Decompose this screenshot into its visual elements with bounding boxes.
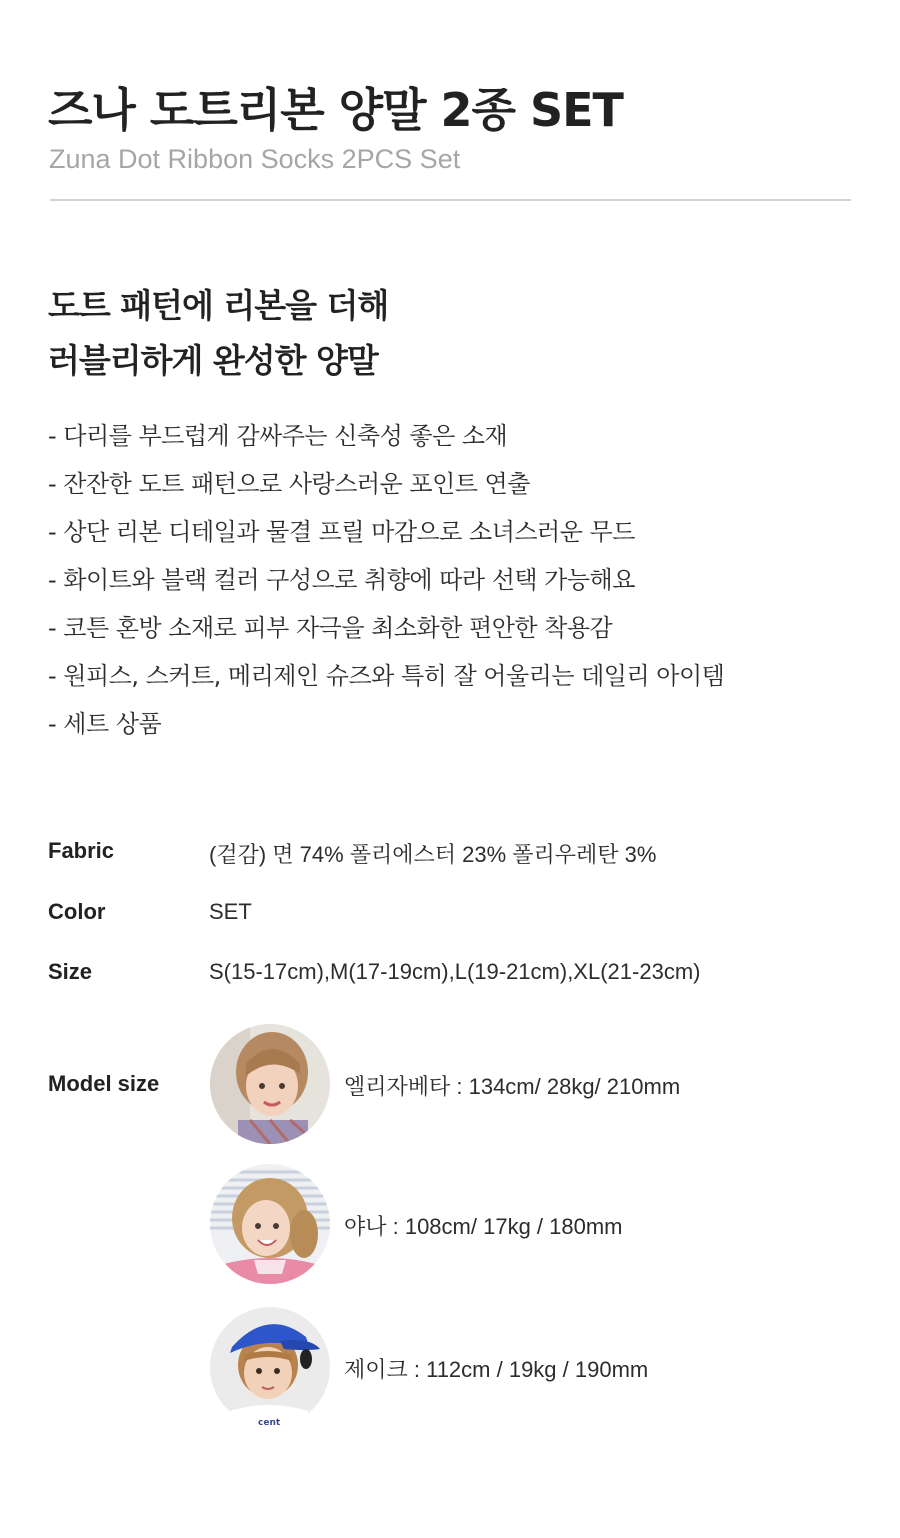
fabric-label: Fabric: [48, 838, 115, 863]
color-label: Color: [48, 899, 106, 924]
size-value: S(15-17cm),M(17-19cm),L(19-21cm),XL(21-23cm): [209, 959, 701, 984]
model-info: 제이크 : 112cm / 19kg / 190mm: [344, 1357, 649, 1382]
fabric-value: (겉감) 면 74% 폴리에스터 23% 폴리우레탄 3%: [209, 842, 657, 867]
feature-item: - 세트 상품: [48, 710, 162, 738]
product-subtitle: Zuna Dot Ribbon Socks 2PCS Set: [49, 144, 461, 174]
svg-text:cent: cent: [258, 1418, 281, 1427]
headline-line-2: 러블리하게 완성한 양말: [48, 341, 378, 380]
model-photo-3: [210, 1307, 330, 1427]
feature-list: [48, 412, 724, 748]
model-photo-2: [210, 1164, 330, 1284]
model-entry: [210, 1164, 710, 1286]
color-value: SET: [209, 899, 252, 924]
model-size-label: Model size: [48, 1071, 160, 1096]
product-title: 즈나 도트리본 양말 2종 SET: [48, 83, 623, 137]
model-info: 야나 : 108cm/ 17kg / 180mm: [344, 1214, 623, 1239]
model-photo-1: [210, 1024, 330, 1144]
feature-item: - 원피스, 스커트, 메리제인 슈즈와 특히 잘 어울리는 데일리 아이템: [48, 662, 725, 690]
title-divider: [50, 199, 851, 201]
feature-item: - 잔잔한 도트 패턴으로 사랑스러운 포인트 연출: [48, 470, 530, 498]
model-info: 엘리자베타 : 134cm/ 28kg/ 210mm: [344, 1074, 681, 1099]
feature-item: - 코튼 혼방 소재로 피부 자극을 최소화한 편안한 착용감: [48, 614, 613, 642]
model-entry: [210, 1024, 710, 1146]
headline: [48, 278, 388, 388]
feature-item: - 다리를 부드럽게 감싸주는 신축성 좋은 소재: [48, 422, 508, 450]
size-label: Size: [48, 959, 93, 984]
feature-item: - 상단 리본 디테일과 물결 프릴 마감으로 소녀스러운 무드: [48, 518, 635, 546]
headline-line-1: 도트 패턴에 리본을 더해: [48, 286, 389, 325]
model-entry: [210, 1307, 710, 1429]
feature-item: - 화이트와 블랙 컬러 구성으로 취향에 따라 선택 가능해요: [48, 566, 635, 594]
